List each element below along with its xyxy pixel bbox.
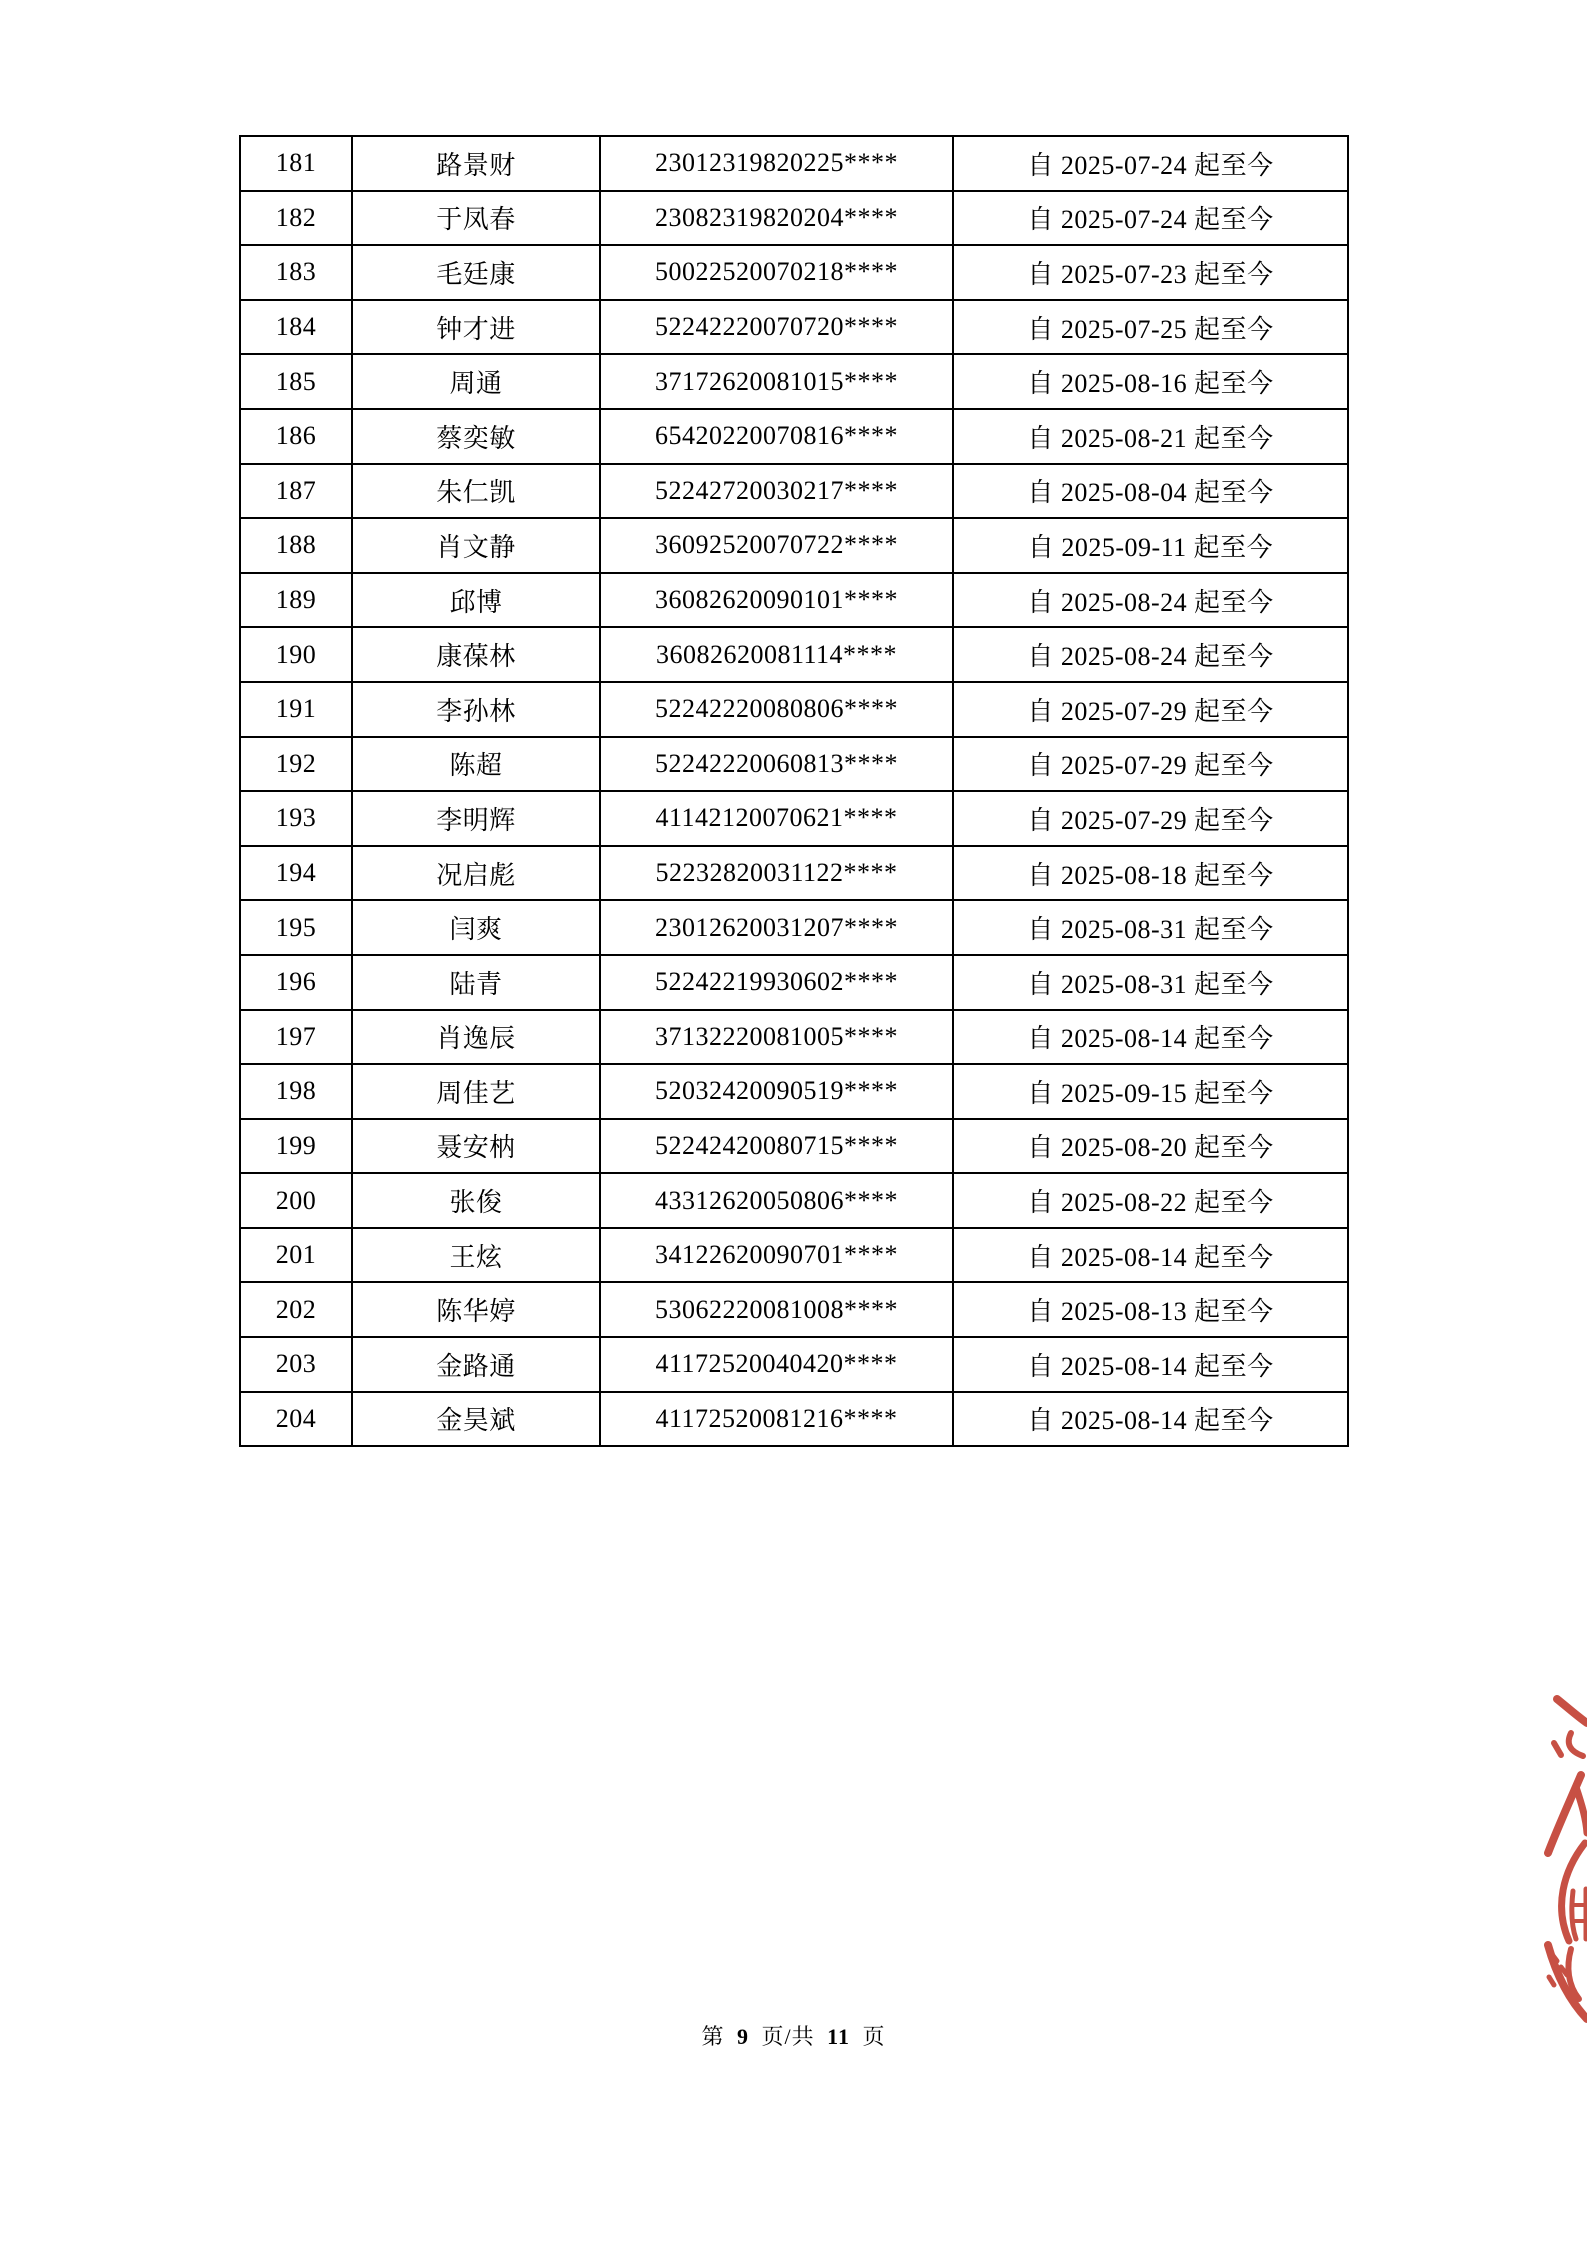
row-number: 201 [240, 1228, 352, 1283]
person-name: 闫爽 [352, 900, 600, 955]
detention-period: 自 2025-08-18 起至今 [953, 846, 1348, 901]
row-number: 187 [240, 464, 352, 519]
detention-period: 自 2025-08-21 起至今 [953, 409, 1348, 464]
row-number: 190 [240, 627, 352, 682]
official-seal-fragment [1541, 1693, 1587, 2027]
person-name: 蔡奕敏 [352, 409, 600, 464]
id-number: 65420220070816**** [600, 409, 953, 464]
id-number: 50022520070218**** [600, 245, 953, 300]
person-name: 聂安枘 [352, 1119, 600, 1174]
row-number: 195 [240, 900, 352, 955]
row-number: 183 [240, 245, 352, 300]
table-row [240, 573, 1348, 628]
row-number: 202 [240, 1282, 352, 1337]
page-footer [0, 2020, 1587, 2051]
table-row [240, 955, 1348, 1010]
id-number: 23082319820204**** [600, 191, 953, 246]
detention-period: 自 2025-08-04 起至今 [953, 464, 1348, 519]
person-name: 张俊 [352, 1173, 600, 1228]
id-number: 36082620090101**** [600, 573, 953, 628]
footer-page-number: 9 [737, 2024, 750, 2049]
table-row [240, 1010, 1348, 1065]
detention-period: 自 2025-08-24 起至今 [953, 573, 1348, 628]
person-name: 钟才进 [352, 300, 600, 355]
id-number: 37172620081015**** [600, 354, 953, 409]
table-row [240, 354, 1348, 409]
id-number: 36092520070722**** [600, 518, 953, 573]
id-number: 43312620050806**** [600, 1173, 953, 1228]
id-number: 37132220081005**** [600, 1010, 953, 1065]
person-name: 况启彪 [352, 846, 600, 901]
table-row [240, 409, 1348, 464]
person-name: 陈华婷 [352, 1282, 600, 1337]
table-row [240, 518, 1348, 573]
table-row [240, 627, 1348, 682]
table-row [240, 846, 1348, 901]
table-row [240, 900, 1348, 955]
row-number: 184 [240, 300, 352, 355]
person-name: 王炫 [352, 1228, 600, 1283]
person-name: 毛廷康 [352, 245, 600, 300]
id-number: 52032420090519**** [600, 1064, 953, 1119]
id-number: 52242720030217**** [600, 464, 953, 519]
id-number: 41142120070621**** [600, 791, 953, 846]
table-row [240, 191, 1348, 246]
detention-period: 自 2025-08-31 起至今 [953, 955, 1348, 1010]
person-name: 周通 [352, 354, 600, 409]
id-number: 52242220070720**** [600, 300, 953, 355]
person-name: 金昊斌 [352, 1392, 600, 1447]
person-name: 金路通 [352, 1337, 600, 1392]
detention-period: 自 2025-08-14 起至今 [953, 1010, 1348, 1065]
table-row [240, 791, 1348, 846]
person-name: 路景财 [352, 136, 600, 191]
detention-period: 自 2025-07-29 起至今 [953, 737, 1348, 792]
footer-label-middle: 页/共 [761, 2024, 815, 2049]
person-name: 周佳艺 [352, 1064, 600, 1119]
table-row [240, 1119, 1348, 1174]
person-name: 朱仁凯 [352, 464, 600, 519]
row-number: 204 [240, 1392, 352, 1447]
row-number: 203 [240, 1337, 352, 1392]
id-number: 23012620031207**** [600, 900, 953, 955]
detention-period: 自 2025-07-29 起至今 [953, 791, 1348, 846]
detention-period: 自 2025-07-25 起至今 [953, 300, 1348, 355]
row-number: 200 [240, 1173, 352, 1228]
table-row [240, 1282, 1348, 1337]
row-number: 181 [240, 136, 352, 191]
person-name: 肖逸辰 [352, 1010, 600, 1065]
row-number: 196 [240, 955, 352, 1010]
id-number: 52242420080715**** [600, 1119, 953, 1174]
footer-total-pages: 11 [827, 2024, 850, 2049]
detention-period: 自 2025-08-16 起至今 [953, 354, 1348, 409]
detention-period: 自 2025-07-24 起至今 [953, 136, 1348, 191]
detention-period: 自 2025-07-24 起至今 [953, 191, 1348, 246]
id-number: 52232820031122**** [600, 846, 953, 901]
person-name: 陈超 [352, 737, 600, 792]
roster-table [239, 135, 1349, 1447]
table-row [240, 300, 1348, 355]
id-number: 41172520081216**** [600, 1392, 953, 1447]
person-name: 陆青 [352, 955, 600, 1010]
table-row [240, 1064, 1348, 1119]
table-row [240, 1337, 1348, 1392]
id-number: 41172520040420**** [600, 1337, 953, 1392]
row-number: 199 [240, 1119, 352, 1174]
row-number: 182 [240, 191, 352, 246]
table-row [240, 245, 1348, 300]
footer-label-suffix: 页 [862, 2024, 886, 2049]
id-number: 52242220080806**** [600, 682, 953, 737]
seal-strokes [1548, 1699, 1587, 2019]
id-number: 34122620090701**** [600, 1228, 953, 1283]
table-row [240, 1173, 1348, 1228]
id-number: 53062220081008**** [600, 1282, 953, 1337]
table-row [240, 1392, 1348, 1447]
detention-period: 自 2025-09-15 起至今 [953, 1064, 1348, 1119]
person-name: 于凤春 [352, 191, 600, 246]
row-number: 191 [240, 682, 352, 737]
detention-period: 自 2025-08-22 起至今 [953, 1173, 1348, 1228]
detention-period: 自 2025-08-14 起至今 [953, 1392, 1348, 1447]
id-number: 52242219930602**** [600, 955, 953, 1010]
row-number: 193 [240, 791, 352, 846]
row-number: 198 [240, 1064, 352, 1119]
detention-period: 自 2025-08-13 起至今 [953, 1282, 1348, 1337]
detention-period: 自 2025-08-14 起至今 [953, 1337, 1348, 1392]
table-row [240, 682, 1348, 737]
row-number: 189 [240, 573, 352, 628]
row-number: 194 [240, 846, 352, 901]
id-number: 36082620081114**** [600, 627, 953, 682]
person-name: 李孙林 [352, 682, 600, 737]
person-name: 李明辉 [352, 791, 600, 846]
roster-table-body [240, 136, 1348, 1446]
person-name: 康葆林 [352, 627, 600, 682]
table-row [240, 136, 1348, 191]
row-number: 186 [240, 409, 352, 464]
detention-period: 自 2025-09-11 起至今 [953, 518, 1348, 573]
id-number: 23012319820225**** [600, 136, 953, 191]
detention-period: 自 2025-07-29 起至今 [953, 682, 1348, 737]
detention-period: 自 2025-08-24 起至今 [953, 627, 1348, 682]
detention-period: 自 2025-08-14 起至今 [953, 1228, 1348, 1283]
detention-period: 自 2025-08-31 起至今 [953, 900, 1348, 955]
detention-period: 自 2025-07-23 起至今 [953, 245, 1348, 300]
table-row [240, 464, 1348, 519]
row-number: 192 [240, 737, 352, 792]
person-name: 肖文静 [352, 518, 600, 573]
footer-label-prefix: 第 [701, 2024, 725, 2049]
table-row [240, 737, 1348, 792]
table-row [240, 1228, 1348, 1283]
row-number: 185 [240, 354, 352, 409]
detention-period: 自 2025-08-20 起至今 [953, 1119, 1348, 1174]
row-number: 197 [240, 1010, 352, 1065]
row-number: 188 [240, 518, 352, 573]
person-name: 邱博 [352, 573, 600, 628]
id-number: 52242220060813**** [600, 737, 953, 792]
